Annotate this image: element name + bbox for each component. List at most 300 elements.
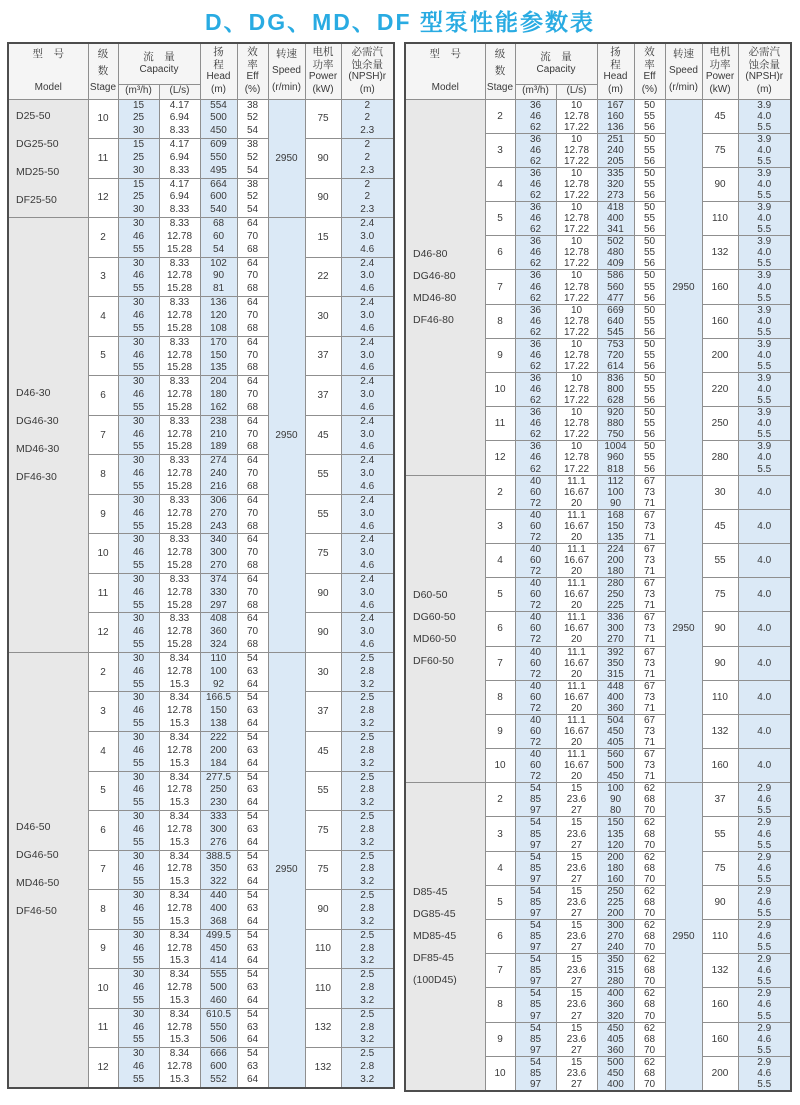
value-line: 70 <box>246 586 259 598</box>
value-line: 64 <box>246 797 259 809</box>
value-line: 72 <box>529 737 542 748</box>
value-line: 12.78 <box>166 1021 193 1033</box>
power-column-header <box>702 43 738 99</box>
value-line: 168 <box>607 509 624 521</box>
value-line: 20 <box>570 771 583 783</box>
power-cell: 110 <box>702 202 738 236</box>
value-line: 40 <box>529 612 542 624</box>
value-line: 274 <box>210 455 227 467</box>
value-line: 16.67 <box>563 555 590 566</box>
header-line: Head <box>206 71 231 83</box>
model-column-header <box>8 43 88 99</box>
eff-cell <box>634 202 665 236</box>
value-line: 72 <box>529 634 542 646</box>
capacity-ls-cell <box>556 407 597 441</box>
stage-row <box>405 783 791 817</box>
value-line: 2 <box>364 178 371 190</box>
value-line: 15.3 <box>169 955 190 967</box>
value-line: 240 <box>607 942 624 954</box>
head-cell <box>597 988 634 1022</box>
value-line: 27 <box>570 1078 583 1090</box>
capacity-ls-cell <box>159 336 200 376</box>
npsh-cell <box>738 270 791 304</box>
stage-row <box>8 99 394 139</box>
value-line: 5.5 <box>757 155 772 167</box>
value-line: 62 <box>643 1056 656 1068</box>
value-line: 2.4 <box>360 257 375 269</box>
eff-cell <box>634 373 665 407</box>
value-line: 16.67 <box>563 486 590 498</box>
value-line: 15 <box>570 1022 583 1034</box>
header-label <box>160 85 200 98</box>
value-line: 2 <box>364 99 371 111</box>
npsh-cell <box>341 415 394 455</box>
value-line: 70 <box>643 976 656 988</box>
stage-cell: 6 <box>88 811 118 851</box>
speed-column-header <box>268 43 305 99</box>
value-line: 60 <box>529 760 542 772</box>
value-line: 30 <box>132 732 145 743</box>
header-label <box>516 51 597 76</box>
value-line: 15 <box>570 885 583 897</box>
value-line: 62 <box>529 155 542 167</box>
value-line: 64 <box>246 376 259 388</box>
value-line: 23.6 <box>566 862 587 874</box>
value-line: 46 <box>529 349 542 361</box>
value-line: 46 <box>132 863 145 875</box>
npsh-cell <box>341 534 394 574</box>
capacity-ls-cell <box>159 929 200 969</box>
model-name: DF46-50 <box>16 905 57 918</box>
value-line: 8.33 <box>169 534 190 546</box>
value-line: 150 <box>210 349 227 361</box>
stage-cell: 10 <box>485 749 515 783</box>
model-name: D46-30 <box>16 386 51 399</box>
value-line: 750 <box>607 429 624 441</box>
value-line: 5.5 <box>757 976 772 988</box>
value-line: 30 <box>132 850 145 862</box>
value-line: 55 <box>132 520 145 532</box>
value-line: 80 <box>609 805 622 817</box>
value-line: 2.4 <box>360 534 375 546</box>
value-line: 3.9 <box>757 99 772 111</box>
value-line: 10 <box>570 99 583 111</box>
header-row-main <box>405 43 791 84</box>
value-line: 12.78 <box>563 384 590 396</box>
value-line: 54 <box>246 969 259 981</box>
value-line: 64 <box>246 218 259 230</box>
model-cell <box>8 652 88 1087</box>
npsh-cell: 4.0 <box>738 509 791 543</box>
value-line: 54 <box>529 1022 542 1034</box>
eff-cell <box>237 99 268 139</box>
eff-cell <box>634 954 665 988</box>
header-line: 必需汽 <box>748 46 780 59</box>
value-line: 63 <box>246 863 259 875</box>
npsh-cell <box>341 257 394 297</box>
speed-cell: 2950 <box>268 652 305 1087</box>
value-line: 240 <box>607 144 624 156</box>
power-cell: 160 <box>702 1022 738 1056</box>
value-line: 110 <box>210 652 227 664</box>
value-line: 210 <box>210 428 227 440</box>
value-line: 10 <box>570 304 583 316</box>
value-line: 545 <box>607 326 624 338</box>
value-line: 85 <box>529 896 542 908</box>
value-line: 450 <box>210 942 227 954</box>
value-line: 70 <box>643 839 656 851</box>
header-line: (NPSH)r <box>745 71 784 83</box>
value-line: 408 <box>210 613 227 625</box>
value-line: 400 <box>210 902 227 914</box>
value-line: 12.78 <box>166 468 193 480</box>
model-name: D85-45 <box>413 886 448 899</box>
value-line: 60 <box>529 657 542 669</box>
value-line: 15.3 <box>169 1034 190 1046</box>
model-name: DG25-50 <box>16 137 59 150</box>
value-line: 15.3 <box>169 1073 190 1085</box>
value-line: 2.5 <box>360 1008 375 1020</box>
stage-cell: 2 <box>88 652 118 692</box>
power-cell: 90 <box>305 139 341 179</box>
npsh-cell <box>738 817 791 851</box>
value-line: 2.8 <box>360 705 375 717</box>
power-cell: 75 <box>702 578 738 612</box>
value-line: 614 <box>607 360 624 372</box>
value-line: 60 <box>212 230 225 242</box>
value-line: 15.28 <box>166 480 193 492</box>
stage-column-header <box>485 43 515 99</box>
value-line: 63 <box>246 902 259 914</box>
capacity-ls-cell <box>159 771 200 811</box>
value-line: 67 <box>643 714 656 726</box>
value-line: 150 <box>607 817 624 829</box>
value-line: 2.3 <box>360 164 375 176</box>
value-line: 297 <box>210 599 227 611</box>
npsh-cell: 4.0 <box>738 475 791 509</box>
value-line: 400 <box>607 213 624 225</box>
value-line: 450 <box>607 1067 624 1079</box>
value-line: 70 <box>246 310 259 321</box>
header-line: 流 量 <box>143 51 175 64</box>
model-cell <box>8 218 88 653</box>
value-line: 15.28 <box>166 362 193 374</box>
value-line: 60 <box>529 725 542 737</box>
value-line: 15 <box>132 99 145 111</box>
value-line: 2.8 <box>360 784 375 796</box>
npsh-cell <box>341 139 394 179</box>
model-name: D46-50 <box>16 821 51 834</box>
value-line: 3.0 <box>360 586 375 598</box>
value-line: 3.2 <box>360 836 375 848</box>
value-line: 3.2 <box>360 757 375 769</box>
stage-cell: 3 <box>485 817 515 851</box>
value-line: 97 <box>529 1078 542 1090</box>
capacity-m3h-cell <box>118 455 159 495</box>
stage-cell: 9 <box>485 714 515 748</box>
capacity-m3h-cell <box>515 133 556 167</box>
value-line: 70 <box>246 507 259 519</box>
head-cell <box>597 646 634 680</box>
power-cell: 45 <box>305 732 341 772</box>
value-line: 167 <box>607 99 624 111</box>
power-cell: 90 <box>305 573 341 613</box>
value-line: 4.0 <box>757 144 772 156</box>
header-line: 程 <box>213 58 224 71</box>
value-line: 55 <box>132 362 145 374</box>
value-line: 55 <box>643 281 656 293</box>
value-line: 4.6 <box>757 1067 772 1079</box>
value-line: 46 <box>132 389 145 401</box>
value-line: 17.22 <box>563 224 590 236</box>
header-line: Capacity <box>536 63 576 75</box>
value-line: 17.22 <box>563 326 590 338</box>
npsh-cell <box>738 885 791 919</box>
value-line: 23.6 <box>566 965 587 977</box>
value-line: 70 <box>246 349 259 361</box>
value-line: 225 <box>607 600 624 612</box>
model-name: DG46-30 <box>16 414 59 427</box>
value-line: 3.2 <box>360 915 375 927</box>
eff-cell <box>634 167 665 201</box>
head-cell <box>200 613 237 653</box>
capacity-m3h-cell <box>118 99 159 139</box>
value-line: 414 <box>210 955 227 967</box>
value-line: 17.22 <box>563 429 590 441</box>
value-line: 166.5 <box>205 692 232 704</box>
model-name: MD46-50 <box>16 877 60 890</box>
value-line: 55 <box>132 797 145 809</box>
value-line: 480 <box>607 247 624 259</box>
value-line: 71 <box>643 566 656 578</box>
eff-cell <box>634 509 665 543</box>
stage-cell: 2 <box>485 475 515 509</box>
value-line: 138 <box>210 718 227 730</box>
value-line: 4.6 <box>360 520 375 532</box>
table-header <box>8 43 394 99</box>
value-line: 23.6 <box>566 896 587 908</box>
value-line: 27 <box>570 839 583 851</box>
header-line: 扬 <box>213 46 224 59</box>
value-line: 320 <box>607 1010 624 1022</box>
capacity-ls-cell <box>556 612 597 646</box>
stage-cell: 8 <box>88 455 118 495</box>
head-cell <box>200 534 237 574</box>
capacity-ls-cell <box>556 509 597 543</box>
value-line: 72 <box>529 771 542 783</box>
value-line: 12.78 <box>166 389 193 401</box>
value-line: 340 <box>210 534 227 546</box>
value-line: 8.33 <box>169 125 190 137</box>
value-line: 56 <box>643 429 656 441</box>
value-line: 2.5 <box>360 771 375 783</box>
value-line: 205 <box>607 155 624 167</box>
eff-cell <box>634 783 665 817</box>
value-line: 12.78 <box>563 247 590 259</box>
header-line: (L/s) <box>169 85 190 97</box>
capacity-ls-cell <box>159 850 200 890</box>
value-line: 4.6 <box>360 560 375 572</box>
header-line: (kW) <box>312 83 334 95</box>
model-cell <box>8 99 88 218</box>
value-line: 322 <box>210 876 227 888</box>
value-line: 68 <box>246 560 259 572</box>
power-cell: 55 <box>702 543 738 577</box>
header-line: Stage <box>89 82 117 94</box>
value-line: 12.78 <box>166 310 193 321</box>
head-column-header <box>200 43 237 99</box>
header-line: 级 <box>97 47 109 60</box>
value-line: 4.6 <box>360 639 375 651</box>
value-line: 46 <box>132 270 145 282</box>
value-line: 15.28 <box>166 401 193 413</box>
capacity-m3h-cell <box>515 885 556 919</box>
value-line: 40 <box>529 578 542 590</box>
head-cell <box>597 1056 634 1091</box>
value-line: 4.6 <box>757 828 772 840</box>
value-line: 360 <box>607 1044 624 1056</box>
value-line: 67 <box>643 680 656 692</box>
header-line: (m³/h) <box>522 85 549 97</box>
stage-cell: 9 <box>485 1022 515 1056</box>
value-line: 17.22 <box>563 121 590 133</box>
capacity-m3h-cell <box>118 969 159 1009</box>
capacity-m3h-cell <box>118 850 159 890</box>
value-line: 5.5 <box>757 224 772 236</box>
eff-cell <box>634 714 665 748</box>
value-line: 4.0 <box>757 315 772 327</box>
eff-cell <box>237 969 268 1009</box>
npsh-cell <box>341 455 394 495</box>
model-column-header <box>405 43 485 99</box>
value-line: 55 <box>643 178 656 190</box>
value-line: 40 <box>529 646 542 658</box>
stage-cell: 2 <box>485 783 515 817</box>
value-line: 36 <box>529 202 542 214</box>
value-line: 11.1 <box>567 578 586 590</box>
value-line: 16.67 <box>563 589 590 601</box>
value-line: 666 <box>210 1048 227 1060</box>
capacity-ls-cell <box>556 817 597 851</box>
power-cell: 22 <box>305 257 341 297</box>
value-line: 60 <box>529 486 542 498</box>
value-line: 46 <box>132 468 145 480</box>
eff-cell <box>237 732 268 772</box>
value-line: 46 <box>132 942 145 954</box>
value-line: 3.9 <box>757 202 772 214</box>
eff-cell <box>237 771 268 811</box>
value-line: 330 <box>210 586 227 598</box>
value-line: 64 <box>246 757 259 769</box>
value-line: 4.6 <box>757 999 772 1011</box>
value-line: 150 <box>607 520 624 532</box>
header-line: (%) <box>641 83 658 95</box>
capacity-ls-cell <box>556 714 597 748</box>
npsh-cell <box>341 969 394 1009</box>
value-line: 368 <box>210 915 227 927</box>
head-cell <box>597 578 634 612</box>
value-line: 200 <box>607 851 624 863</box>
value-line: 3.2 <box>360 797 375 809</box>
value-line: 30 <box>132 376 145 388</box>
value-line: 15 <box>570 783 583 795</box>
value-line: 12.78 <box>166 705 193 717</box>
value-line: 54 <box>246 125 259 137</box>
model-name: MD46-30 <box>16 442 60 455</box>
value-line: 70 <box>643 1044 656 1056</box>
value-line: 224 <box>607 543 624 555</box>
stage-cell: 5 <box>485 885 515 919</box>
value-line: 3.9 <box>757 133 772 145</box>
value-line: 450 <box>607 725 624 737</box>
capacity-m3h-cell <box>118 218 159 258</box>
capacity-ls-cell <box>556 988 597 1022</box>
value-line: 68 <box>246 322 259 334</box>
value-line: 52 <box>246 112 259 124</box>
value-line: 3.0 <box>360 230 375 242</box>
value-line: 8.33 <box>169 455 190 467</box>
value-line: 4.6 <box>360 362 375 374</box>
stage-cell: 10 <box>88 99 118 139</box>
capacity-ls-cell <box>556 441 597 475</box>
value-line: 73 <box>643 657 656 669</box>
capacity-m3h-cell <box>118 257 159 297</box>
stage-cell: 2 <box>485 99 515 133</box>
head-cell <box>597 680 634 714</box>
capacity-ls-cell <box>159 613 200 653</box>
npsh-cell <box>341 1008 394 1048</box>
capacity-m3h-cell <box>515 543 556 577</box>
header-line: 程 <box>610 58 621 71</box>
capacity-m3h-cell <box>118 692 159 732</box>
capacity-column-header <box>515 43 597 84</box>
model-name: DF85-45 <box>413 952 454 965</box>
power-cell: 30 <box>702 475 738 509</box>
value-line: 15.3 <box>169 876 190 888</box>
speed-cell: 2950 <box>268 218 305 653</box>
eff-cell <box>634 578 665 612</box>
value-line: 315 <box>607 668 624 680</box>
stage-cell: 4 <box>485 543 515 577</box>
stage-cell: 5 <box>485 202 515 236</box>
power-cell: 110 <box>702 680 738 714</box>
value-line: 50 <box>643 99 656 111</box>
value-line: 880 <box>607 418 624 430</box>
value-line: 97 <box>529 839 542 851</box>
value-line: 46 <box>132 784 145 796</box>
pump-performance-table-right <box>404 42 792 1092</box>
header-line: Eff <box>643 71 656 83</box>
capacity-m3h-cell <box>515 680 556 714</box>
stage-cell: 3 <box>88 257 118 297</box>
value-line: 70 <box>643 1078 656 1090</box>
value-line: 112 <box>607 475 624 487</box>
value-line: 54 <box>246 929 259 941</box>
value-line: 73 <box>643 691 656 703</box>
value-line: 8.34 <box>169 969 190 981</box>
value-line: 36 <box>529 270 542 282</box>
header-line: (m) <box>756 83 772 95</box>
stage-cell: 7 <box>485 954 515 988</box>
speed-column-header <box>665 43 702 99</box>
power-cell: 75 <box>305 850 341 890</box>
npsh-cell <box>341 652 394 692</box>
value-line: 30 <box>132 164 145 176</box>
power-cell: 75 <box>305 99 341 139</box>
value-line: 64 <box>246 297 259 309</box>
value-line: 2.5 <box>360 692 375 704</box>
value-line: 55 <box>132 836 145 848</box>
